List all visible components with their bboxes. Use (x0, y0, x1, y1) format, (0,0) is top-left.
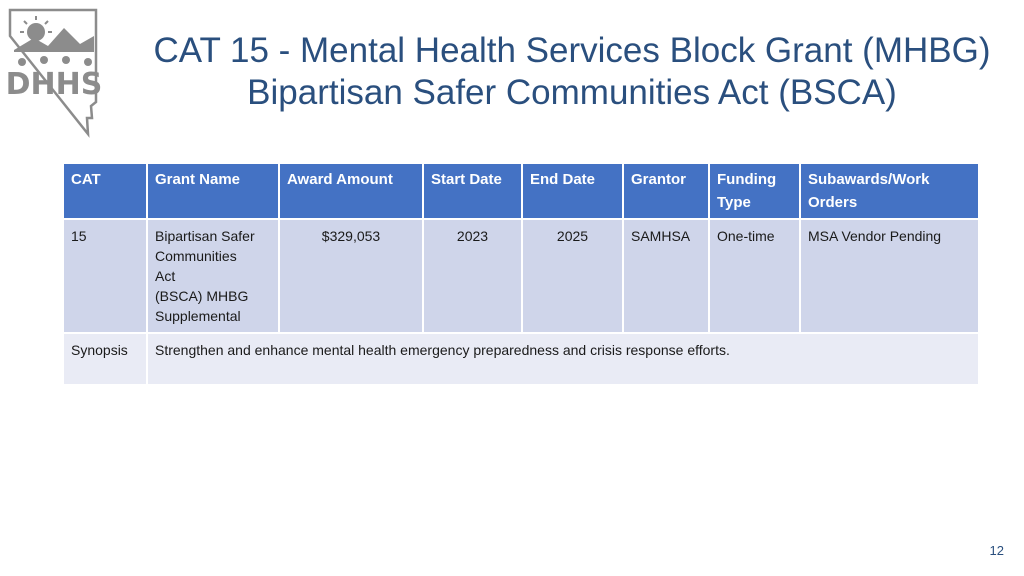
synopsis-label: Synopsis (63, 333, 147, 385)
header-funding-type: Funding Type (709, 163, 800, 219)
header-end-date: End Date (522, 163, 623, 219)
grant-name-line: Bipartisan Safer (155, 228, 255, 244)
cell-grantor: SAMHSA (623, 219, 709, 333)
dhhs-logo (4, 6, 108, 140)
grant-name-line: Act (155, 268, 176, 284)
cell-award-amount: $329,053 (279, 219, 423, 333)
table-header-row (63, 163, 979, 219)
page-number: 12 (989, 543, 1004, 558)
slide-title (130, 30, 1014, 114)
logo-text: DHHS (5, 67, 103, 102)
cell-start-date: 2023 (423, 219, 522, 333)
header-grant-name: Grant Name (147, 163, 279, 219)
header-start-date: Start Date (423, 163, 522, 219)
grant-name-line: Supplemental (155, 308, 241, 324)
grant-name-line: Communities (155, 248, 237, 264)
grant-name-line: (BSCA) MHBG (155, 288, 249, 304)
title-line-2: Bipartisan Safer Communities Act (BSCA) (247, 73, 897, 112)
cell-end-date: 2025 (522, 219, 623, 333)
cell-grant-name (147, 219, 279, 333)
grant-table (62, 162, 980, 386)
cell-subawards: MSA Vendor Pending (800, 219, 979, 333)
synopsis-text: Strengthen and enhance mental health emergency preparedness and crisis response efforts. (147, 333, 979, 385)
table-row (63, 219, 979, 333)
header-subawards: Subawards/Work Orders (800, 163, 979, 219)
header-cat: CAT (63, 163, 147, 219)
synopsis-row (63, 333, 979, 385)
header-award-amount: Award Amount (279, 163, 423, 219)
title-line-1: CAT 15 - Mental Health Services Block Grant (MHBG) (153, 31, 991, 70)
header-grantor: Grantor (623, 163, 709, 219)
cell-funding-type: One-time (709, 219, 800, 333)
cell-cat: 15 (63, 219, 147, 333)
